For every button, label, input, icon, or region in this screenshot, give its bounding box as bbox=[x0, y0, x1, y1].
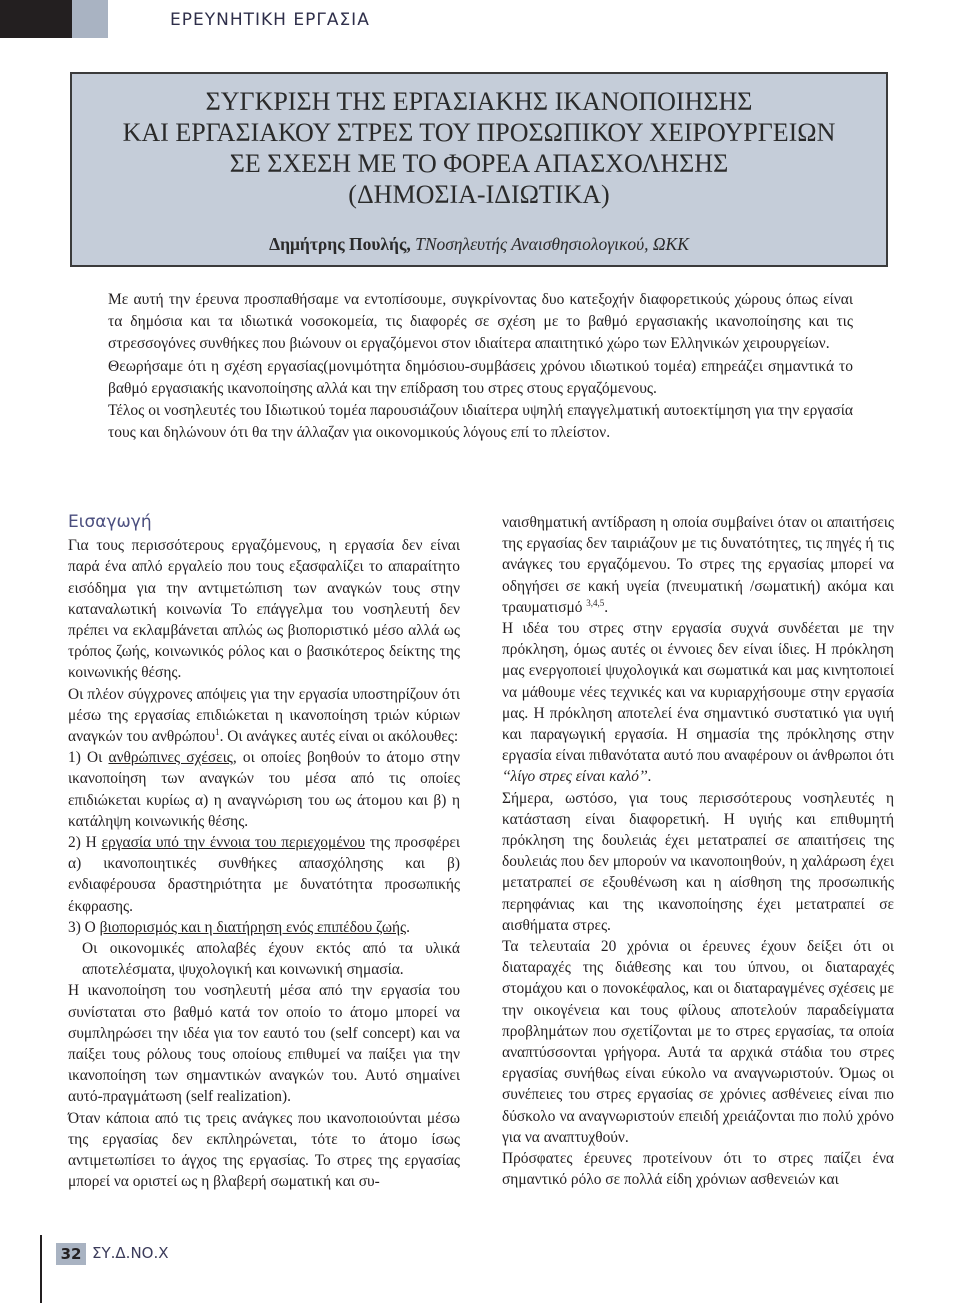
right-paragraph-1-text: ναισθηματική αντίδραση η οποία συμβαίνει όταν οι απαιτήσεις της εργασίας δεν ταιριάζουν με τις δυνατότητες, τις πηγές ή τις ανάγκες του εργαζόμενου. Το στρες της εργασίας μπορεί να οδηγήσει σε κακή υγεία (πνευματική /σωματική) ακόμα και τραυματισμό bbox=[502, 514, 894, 616]
author-role: ΤΝοσηλευτής Αναισθησιολογικού, ΩΚΚ bbox=[410, 234, 689, 254]
citation-3-4-5: 3,4,5 bbox=[586, 597, 605, 608]
right-paragraph-5: Πρόσφατες έρευνες προτείνουν ότι το στρες παίζει ένα σημαντικό ρόλο σε πολλά είδη χρόνιων ασθενειών και bbox=[502, 1150, 894, 1189]
needs-item-3-end: . bbox=[406, 918, 410, 936]
footer-bar bbox=[40, 1235, 42, 1303]
needs-item-2-text: της προσφέρει α) ικανοποιητικές συνθήκες απασχόλησης και β) ενδιαφέρουσα δραστηριότητα με δυνατότητα προσωπικής έκφρασης. bbox=[68, 834, 460, 915]
needs-item-2 bbox=[68, 832, 460, 917]
intro-paragraph-2-end: . Οι ανάγκες αυτές είναι οι ακόλουθες: bbox=[219, 728, 459, 746]
needs-item-1-term: ανθρώπινες σχέσεις bbox=[108, 749, 233, 767]
intro-paragraph-3: Η ικανοποίηση του νοσηλευτή μέσα από την εργασία του συνίσταται στο βαθμό κατά τον οποίο το άτομο μπορεί να συμπληρώσει την ιδέα για τον εαυτό του (self concept) και να παίξει τους ρόλους τους οποίους επιθυμεί να παίξει για την ικανοποίηση των σημαντικών αναγκών του. Αυτό σημαίνει αυτό-πραγμάτωση (self realization). bbox=[68, 982, 460, 1106]
title-line-3: ΣΕ ΣΧΕΣΗ ΜΕ ΤΟ ΦΟΡΕΑ ΑΠΑΣΧΟΛΗΣΗΣ bbox=[229, 149, 729, 178]
abstract-paragraph-1: Με αυτή την έρευνα προσπαθήσαμε να εντοπίσουμε, συγκρίνοντας δυο κατεξοχήν διαφορετικούς χώρους όπως είναι τα δημόσια και τα ιδιωτικά νοσοκομεία, τις διαφορές σε σχέση με το βαθμό εργασιακής ικανοποίησης και τις στρεσσογόνες συνθήκες που βιώνουν οι εργαζόμενοι στον ιδιαίτερα απαιτητικό χώρο των Ελληνικών χειρουργείων. bbox=[108, 291, 853, 353]
right-column bbox=[502, 512, 894, 1191]
intro-paragraph-4: Όταν κάποια από τις τρεις ανάγκες που ικανοποιούνται μέσω της εργασίας δεν εκπληρώνεται, τότε το άτομο ίσως αντιμετωπίσει το άγχος της εργασίας. Το στρες της εργασίας μπορεί να οριστεί ως η βλαβερή σωματική και συ- bbox=[68, 1109, 460, 1191]
needs-item-2-term: εργασία υπό την έννοια του περιεχομένου bbox=[101, 834, 365, 852]
header-light-block bbox=[72, 0, 108, 38]
citation-1: 1 bbox=[215, 726, 220, 737]
right-paragraph-2-end: . bbox=[647, 768, 652, 786]
needs-item-1-num: 1) Οι bbox=[68, 749, 109, 767]
intro-paragraph-2 bbox=[68, 684, 460, 748]
right-paragraph-4: Τα τελευταία 20 χρόνια οι έρευνες έχουν δείξει ότι οι διαταραχές της διάθεσης και του ύπνου, οι διαταραχές στομάχου και ο πονοκέφαλος, και οι διαταραγμένες σχέσεις με την οικογένεια και τους φίλους αποτελούν παραδείγματα προβλημάτων που σχετίζονται με το στρες εργασίας, τα οποία αναπτύσσονται γρήγορα. Αυτά τα αρχικά στάδια του στρες εργασίας συνήθως είναι εύκολο να αναγνωριστούν. Όμως οι συνέπειες του στρες εργασίας σε χρόνιες ασθένειες είναι πιο δύσκολο να αναγνωριστούν επειδή χρειάζονται πιο πολύ χρόνο για να αναπτυχθούν. bbox=[502, 938, 894, 1146]
page-number: 32 bbox=[56, 1243, 86, 1265]
right-paragraph-2 bbox=[502, 618, 894, 788]
title-box bbox=[70, 72, 888, 267]
right-paragraph-1 bbox=[502, 512, 894, 618]
needs-item-3 bbox=[68, 917, 460, 938]
author-name: Δημήτρης Πουλής, bbox=[269, 234, 411, 254]
article-title bbox=[72, 86, 886, 210]
right-paragraph-2-text: Η ιδέα του στρες στην εργασία συχνά συνδέεται με την πρόκληση, όμως αυτές οι έννοιες δεν είναι ίδιες. Η πρόκληση μας ενεργοποιεί ψυχολογικά και σωματικά και μας κινητοποιεί να μάθουμε νέες τεχνικές και να κυριαρχήσουμε στην εργασία μας. Η πρόκληση αποτελεί ένα σημαντικό συστατικό για υγιή και παραγωγική εργασία. Η σημασία της πρόκλησης στην εργασία είναι πιθανότατα αυτό που αναφέρουν οι άνθρωποι ότι bbox=[502, 620, 894, 765]
needs-item-3-num: 3) Ο bbox=[68, 918, 100, 936]
abstract bbox=[108, 289, 853, 444]
intro-paragraph-2-text: Οι πλέον σύγχρονες απόψεις για την εργασία υποστηρίζουν ότι μέσω της εργασίας επιδιώκεται η ικανοποίηση τριών κύριων αναγκών του ανθρώπου bbox=[68, 685, 460, 746]
author-line bbox=[72, 234, 886, 255]
needs-item-3-term: βιοπορισμός και η διατήρηση ενός επιπέδου ζωής bbox=[99, 918, 407, 936]
section-heading-introduction: Εισαγωγή bbox=[68, 512, 152, 532]
title-line-4: (ΔΗΜΟΣΙΑ-ΙΔΙΩΤΙΚΑ) bbox=[348, 180, 610, 209]
intro-paragraph-1: Για τους περισσότερους εργαζόμενους, η εργασία δεν είναι παρά ένα απλό εργαλείο που τους εξασφαλίζει το απαραίτητο εισόδημα για την αντιμετώπιση των αναγκών τους στην καταναλωτική κοινωνία Το επάγγελμα του νοσηλευτή δεν πρέπει να εκλαμβάνεται απλώς ως βιοποριστικό μέσο αλλά ως τρόπος ζωής, κοινωνικός ρόλος και ο βασικότερος δείκτης της κοινωνικής θέσης. bbox=[68, 537, 460, 682]
needs-item-1-text: , οι οποίες βοηθούν το άτομο στην ικανοποίηση των αναγκών του μέσα από τις οποίες επιδιώκεται κυρίως α) η αναγνώριση του ως άτομου και β) η κατάληψη κοινωνικής θέσης. bbox=[68, 749, 460, 830]
right-paragraph-2-quote: ‘‘λίγο στρες είναι καλό’’ bbox=[502, 768, 648, 786]
left-column bbox=[68, 512, 460, 1193]
needs-item-2-num: 2) Η bbox=[68, 834, 102, 852]
needs-item-3-continuation: Οι οικονομικές απολαβές έχουν εκτός από τα υλικά αποτελέσματα, ψυχολογική και κοινωνική σημασία. bbox=[82, 940, 460, 979]
abstract-paragraph-3: Τέλος οι νοσηλευτές του Ιδιωτικού τομέα παρουσιάζουν ιδιαίτερα υψηλή επαγγελματική αυτοεκτίμηση για την εργασία τους και δηλώνουν ότι θα την άλλαζαν για οικονομικούς λόγους επί το πλείστον. bbox=[108, 402, 853, 442]
abstract-paragraph-2: Θεωρήσαμε ότι η σχέση εργασίας(μονιμότητα δημόσιου-συμβάσεις χρόνου ιδιωτικού τομέα) επηρεάζει σημαντικά το βαθμό εργασιακής ικανοποίησης αλλά και την επίδραση του στρες στους εργαζόμενους. bbox=[108, 357, 853, 397]
section-label: ΕΡΕΥΝΗΤΙΚΗ ΕΡΓΑΣΙΑ bbox=[170, 10, 370, 30]
needs-item-1 bbox=[68, 747, 460, 832]
title-line-2: ΚΑΙ ΕΡΓΑΣΙΑΚΟΥ ΣΤΡΕΣ ΤΟΥ ΠΡΟΣΩΠΙΚΟΥ ΧΕΙΡΟΥΡΓΕΙΩΝ bbox=[122, 118, 836, 147]
header-dark-block bbox=[0, 0, 72, 38]
journal-name: ΣΥ.Δ.ΝΟ.Χ bbox=[92, 1244, 169, 1262]
title-line-1: ΣΥΓΚΡΙΣΗ ΤΗΣ ΕΡΓΑΣΙΑΚΗΣ ΙΚΑΝΟΠΟΙΗΣΗΣ bbox=[205, 87, 753, 116]
right-paragraph-1-end: . bbox=[604, 598, 609, 616]
right-paragraph-3: Σήμερα, ωστόσο, για τους περισσότερους νοσηλευτές η κατάσταση είναι διαφορετική. Η υγιής και επιθυμητή πρόκληση της δουλειάς έχει μετατραπεί σε απαιτήσεις της δουλειάς που δεν μπορούν να ικανοποιηθούν, η χαλάρωση έχει μετατραπεί σε εξουθένωση και η αίσθηση της προσωπικής περηφάνιας και της ικανοποίησης έχει μετατραπεί σε αισθήματα στρες. bbox=[502, 789, 894, 934]
